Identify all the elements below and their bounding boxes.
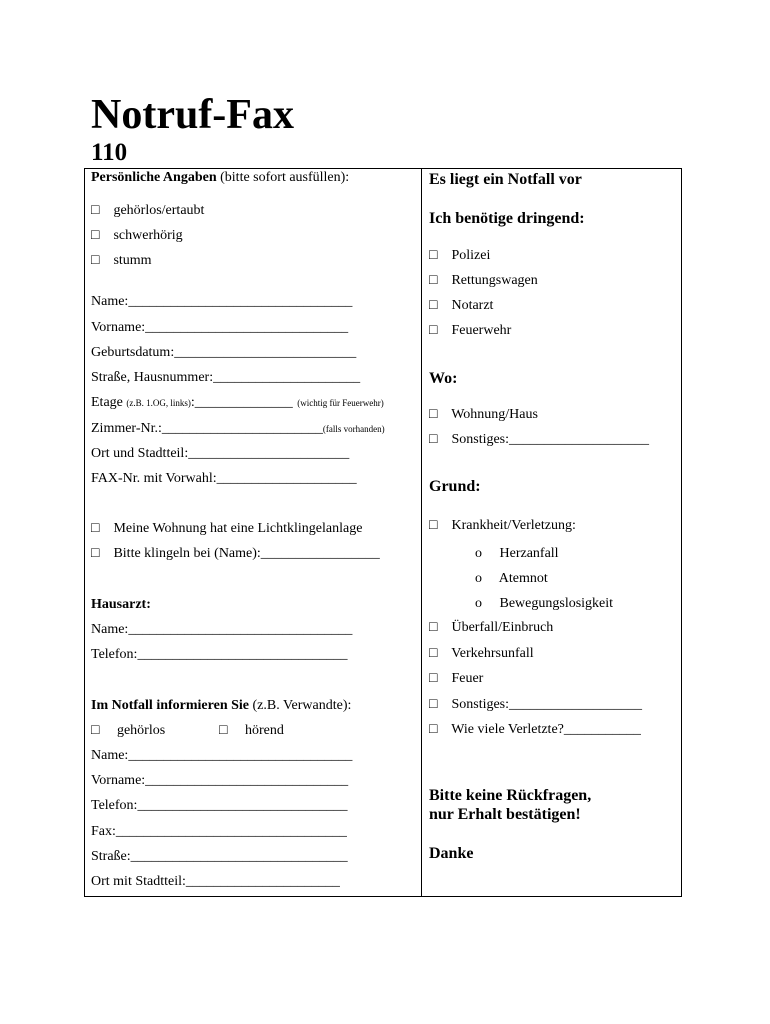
etage-line: :______________ <box>190 395 293 410</box>
option-krankheit[interactable]: □ Krankheit/Verletzung: <box>429 518 576 533</box>
option-verletzte[interactable]: □ Wie viele Verletzte?___________ <box>429 722 641 737</box>
geburtsdatum-field[interactable]: Geburtsdatum:__________________________ <box>91 345 357 360</box>
option-inform-hoerend[interactable]: □ hörend <box>219 723 284 738</box>
rueckfragen-line-1: Bitte keine Rückfragen, <box>429 787 592 804</box>
fax-field[interactable]: FAX-Nr. mit Vorwahl:____________________ <box>91 471 357 486</box>
column-divider <box>421 168 422 897</box>
hausarzt-heading: Hausarzt: <box>91 597 151 612</box>
danke-text: Danke <box>429 845 474 862</box>
option-verkehrsunfall[interactable]: □ Verkehrsunfall <box>429 646 534 661</box>
arzt-name-field[interactable]: Name:________________________________ <box>91 622 353 637</box>
inform-heading <box>91 697 351 715</box>
etage-label: Etage <box>91 395 127 410</box>
etage-field[interactable] <box>91 394 384 412</box>
rueckfragen-line-2: nur Erhalt bestätigen! <box>429 806 581 823</box>
personal-heading <box>91 169 349 187</box>
contact-telefon-field[interactable]: Telefon:______________________________ <box>91 798 348 813</box>
option-herzanfall[interactable]: o Herzanfall <box>475 546 559 561</box>
contact-fax-field[interactable]: Fax:_________________________________ <box>91 824 347 839</box>
zimmer-note: (falls vorhanden) <box>322 424 385 434</box>
option-lichtklingel[interactable]: □ Meine Wohnung hat eine Lichtklingelanlage <box>91 521 363 536</box>
option-klingeln[interactable]: □ Bitte klingeln bei (Name):_________________ <box>91 546 380 561</box>
ort-field[interactable]: Ort und Stadtteil:_______________________ <box>91 446 350 461</box>
notfall-heading: Es liegt ein Notfall vor <box>429 171 582 188</box>
etage-hint: (z.B. 1.OG, links) <box>126 398 191 408</box>
option-inform-gehoerlos[interactable]: □ gehörlos <box>91 723 166 738</box>
option-feuerwehr[interactable]: □ Feuerwehr <box>429 323 512 338</box>
benoetige-heading: Ich benötige dringend: <box>429 210 585 227</box>
option-sonstiges-ort[interactable]: □ Sonstiges:____________________ <box>429 432 650 447</box>
zimmer-field[interactable] <box>91 420 385 438</box>
personal-heading-bold: Persönliche Angaben <box>91 170 217 185</box>
strasse-field[interactable]: Straße, Hausnummer:_____________________ <box>91 370 361 385</box>
option-polizei[interactable]: □ Polizei <box>429 248 491 263</box>
option-bewegungslosigkeit[interactable]: o Bewegungslosigkeit <box>475 596 614 611</box>
contact-ort-field[interactable]: Ort mit Stadtteil:______________________ <box>91 874 340 889</box>
inform-heading-rest: (z.B. Verwandte): <box>249 698 352 713</box>
emergency-number: 110 <box>91 139 128 166</box>
contact-vorname-field[interactable]: Vorname:_____________________________ <box>91 773 349 788</box>
contact-name-field[interactable]: Name:________________________________ <box>91 748 353 763</box>
option-sonstiges-grund[interactable]: □ Sonstiges:___________________ <box>429 697 643 712</box>
page-title: Notruf-Fax <box>91 92 294 138</box>
option-stumm[interactable]: □ stumm <box>91 253 152 268</box>
option-notarzt[interactable]: □ Notarzt <box>429 298 494 313</box>
option-atemnot[interactable]: o Atemnot <box>475 571 548 586</box>
option-rettungswagen[interactable]: □ Rettungswagen <box>429 273 538 288</box>
inform-heading-bold: Im Notfall informieren Sie <box>91 698 249 713</box>
option-wohnung[interactable]: □ Wohnung/Haus <box>429 407 538 422</box>
vorname-field[interactable]: Vorname:_____________________________ <box>91 320 349 335</box>
option-ueberfall[interactable]: □ Überfall/Einbruch <box>429 620 554 635</box>
option-feuer[interactable]: □ Feuer <box>429 671 484 686</box>
contact-strasse-field[interactable]: Straße:_______________________________ <box>91 849 348 864</box>
arzt-telefon-field[interactable]: Telefon:______________________________ <box>91 647 348 662</box>
personal-heading-rest: (bitte sofort ausfüllen): <box>216 170 350 185</box>
grund-heading: Grund: <box>429 478 481 495</box>
name-field[interactable]: Name:________________________________ <box>91 294 353 309</box>
option-gehoerlos[interactable]: □ gehörlos/ertaubt <box>91 203 205 218</box>
etage-note: (wichtig für Feuerwehr) <box>292 398 384 408</box>
option-schwerhoerig[interactable]: □ schwerhörig <box>91 228 183 243</box>
zimmer-label: Zimmer-Nr.:_______________________ <box>91 421 323 436</box>
wo-heading: Wo: <box>429 370 458 387</box>
